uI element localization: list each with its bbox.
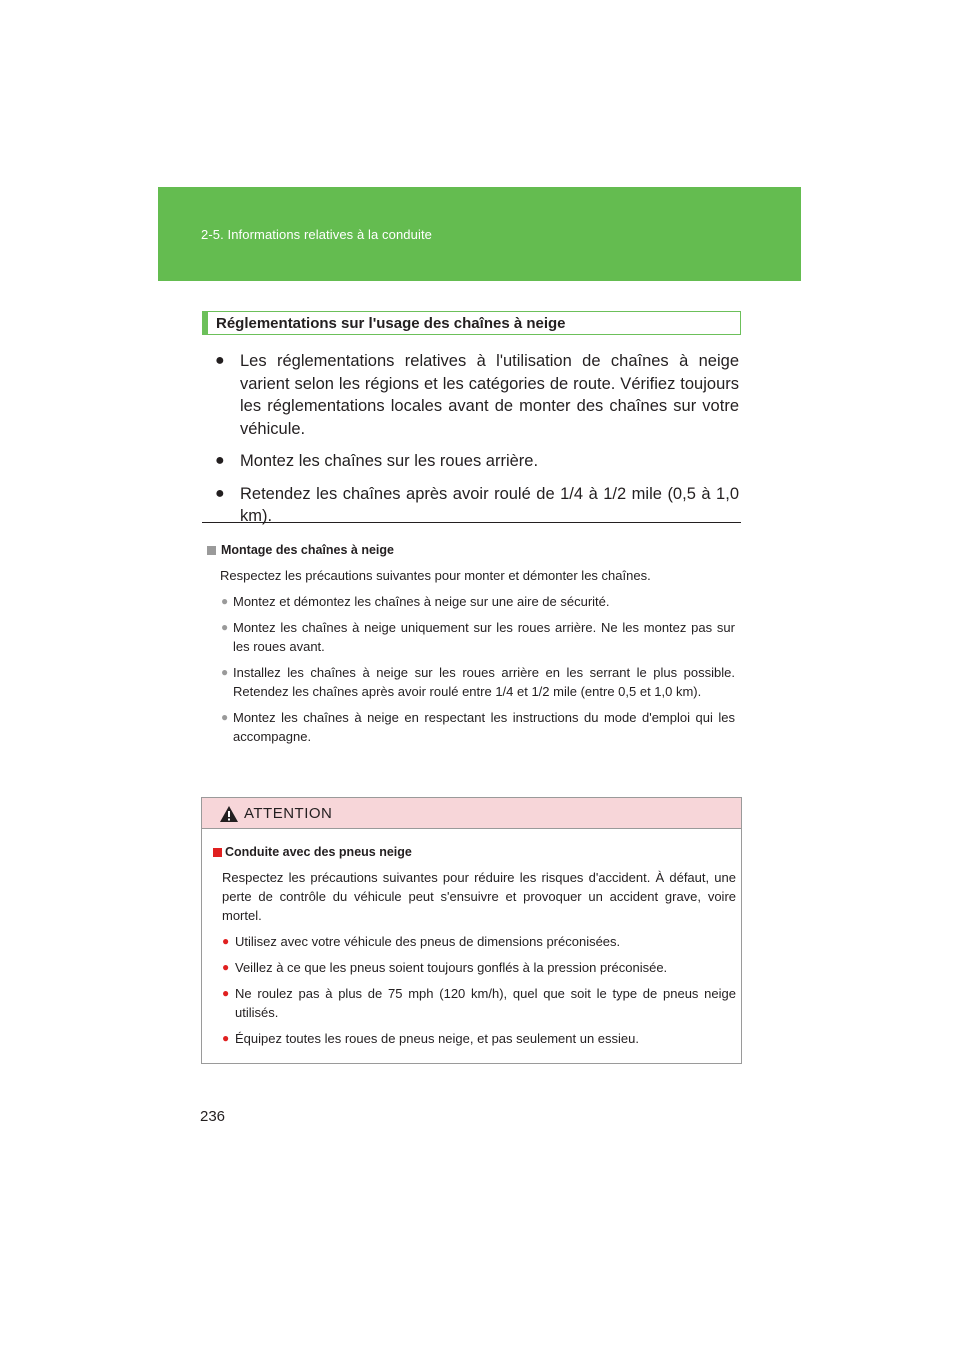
main-bullet-text: Retendez les chaînes après avoir roulé de 1/4 à 1/2 mile (0,5 à 1,0 km).	[240, 484, 739, 525]
main-bullet	[215, 450, 739, 473]
attention-item-text: Ne roulez pas à plus de 75 mph (120 km/h), quel que soit le type de pneus neige utilisés.	[235, 986, 736, 1020]
attention-item	[213, 932, 736, 951]
square-bullet-icon	[207, 546, 216, 555]
attention-item	[213, 984, 736, 1022]
main-bullet	[215, 350, 739, 440]
bullet-dot-icon: ●	[221, 710, 229, 724]
divider	[202, 522, 741, 523]
attention-header	[202, 798, 741, 829]
notes-heading	[207, 541, 735, 560]
bullet-dot-icon: ●	[222, 960, 230, 974]
attention-body	[213, 843, 736, 1055]
note-item	[207, 663, 735, 701]
square-bullet-icon	[213, 848, 222, 857]
attention-intro: Respectez les précautions suivantes pour réduire les risques d'accident. À défaut, une perte de contrôle du véhicule peut s'ensuivre et provoquer un accident grave, voire mortel.	[222, 870, 736, 923]
bullet-dot-icon: ●	[222, 934, 230, 948]
section-title: Réglementations sur l'usage des chaînes à neige	[216, 315, 566, 332]
attention-box	[201, 797, 742, 1064]
note-item-text: Montez les chaînes à neige en respectant les instructions du mode d'emploi qui les accompagne.	[233, 710, 735, 744]
main-bullet-text: Les réglementations relatives à l'utilisation de chaînes à neige varient selon les régions et les catégories de route. Vérifiez toujours les réglementations locales avant de monter des chaînes sur votre véhicule.	[240, 352, 739, 438]
header-band	[158, 187, 801, 281]
notes-heading-text: Montage des chaînes à neige	[221, 543, 394, 557]
notes-section	[207, 541, 735, 753]
bullet-dot-icon: ●	[221, 620, 229, 634]
bullet-dot-icon: ●	[221, 594, 229, 608]
warning-triangle-icon	[219, 805, 239, 823]
note-item	[207, 592, 735, 611]
attention-title: ATTENTION	[244, 805, 333, 822]
section-breadcrumb: 2-5. Informations relatives à la conduite	[201, 227, 432, 242]
bullet-dot-icon: ●	[222, 986, 230, 1000]
attention-heading	[213, 843, 736, 862]
main-bullet	[215, 483, 739, 528]
bullet-dot-icon: ●	[222, 1031, 230, 1045]
bullet-dot-icon: ●	[215, 452, 225, 469]
note-item	[207, 708, 735, 746]
note-item	[207, 618, 735, 656]
bullet-dot-icon: ●	[215, 484, 225, 502]
page-number: 236	[200, 1108, 226, 1125]
section-title-box	[202, 311, 741, 335]
attention-item-text: Veillez à ce que les pneus soient toujours gonflés à la pression préconisée.	[235, 960, 668, 975]
main-bullet-text: Montez les chaînes sur les roues arrière.	[240, 452, 539, 470]
attention-heading-text: Conduite avec des pneus neige	[225, 845, 412, 859]
note-item-text: Montez les chaînes à neige uniquement sur les roues arrière. Ne les montez pas sur les roues avant.	[233, 620, 735, 654]
bullet-dot-icon: ●	[215, 352, 225, 369]
notes-intro: Respectez les précautions suivantes pour monter et démonter les chaînes.	[220, 568, 651, 583]
attention-item-text: Utilisez avec votre véhicule des pneus de dimensions préconisées.	[235, 934, 621, 949]
bullet-dot-icon: ●	[221, 665, 229, 679]
note-item-text: Installez les chaînes à neige sur les roues arrière en les serrant le plus possible. Retendez les chaînes après avoir roulé entre 1/4 et 1/2 mile (entre 0,5 et 1,0 km).	[233, 665, 735, 699]
attention-item-text: Équipez toutes les roues de pneus neige, et pas seulement un essieu.	[235, 1031, 639, 1046]
note-item-text: Montez et démontez les chaînes à neige sur une aire de sécurité.	[233, 594, 610, 609]
attention-item	[213, 1029, 736, 1048]
main-bullet-list	[215, 350, 739, 538]
attention-item	[213, 958, 736, 977]
